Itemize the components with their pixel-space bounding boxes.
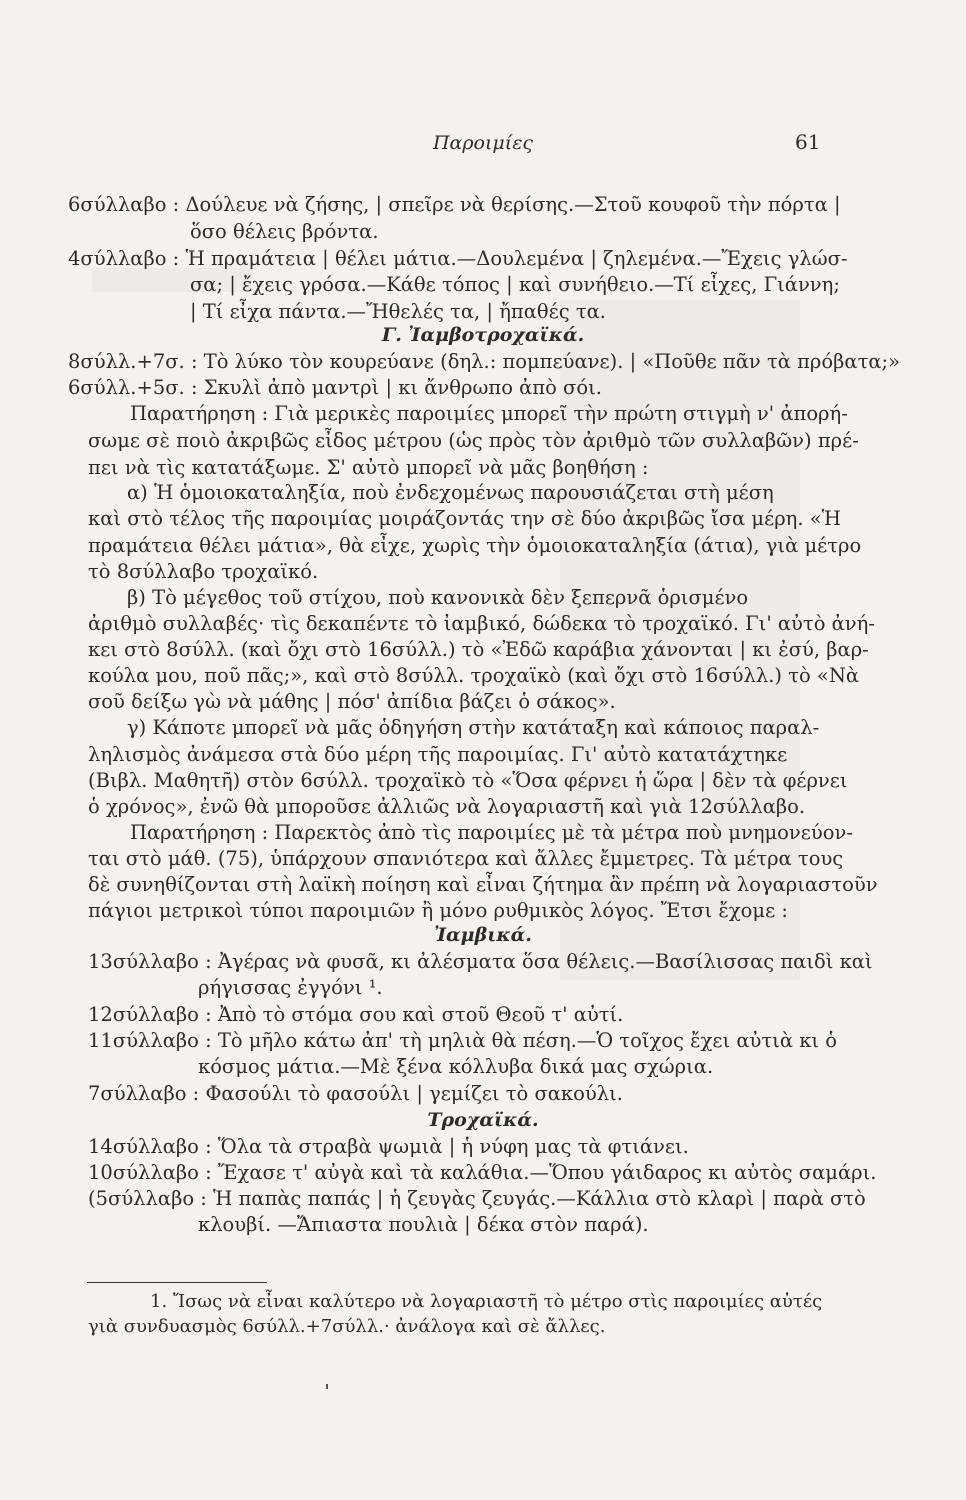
text-line: γ) Κάποτε μπορεῖ νὰ μᾶς ὁδηγήση στὴν κατάταξη καὶ κάποιος παραλ-: [127, 716, 820, 739]
text-line: ληλισμὸς ἀνάμεσα στὰ δύο μέρη τῆς παροιμίας. Γι' αὐτὸ κατατάχτηκε: [88, 743, 788, 766]
page-number: 61: [795, 130, 821, 154]
text-line: τὸ 8σύλλαβο τροχαϊκό.: [88, 560, 319, 583]
text-line: πραμάτεια θέλει μάτια», θὰ εἶχε, χωρὶς τὴν ὁμοιοκαταληξία (άτια), γιὰ μέτρο: [88, 534, 862, 557]
text-line: ὅσο θέλεις βρόντα.: [190, 220, 379, 243]
text-line: κόσμος μάτια.—Μὲ ξένα κόλλυβα δικά μας σχώρια.: [198, 1055, 714, 1078]
text-line: ὁ χρόνος», ἐνῶ θὰ μποροῦσε ἀλλιῶς νὰ λογαριαστῆ καὶ γιὰ 12σύλλαβο.: [88, 795, 806, 818]
text-line: 4σύλλαβο : Ἡ πραμάτεια | θέλει μάτια.—Δουλεμένα | ζηλεμένα.—Ἔχεις γλώσ-: [68, 247, 848, 270]
footnote-line: γιὰ συνδυασμὸς 6σύλλ.+7σύλλ.· ἀνάλογα καὶ σὲ ἄλλες.: [88, 1316, 606, 1337]
text-line: κούλα μου, ποῦ πᾶς;», καὶ στὸ 8σύλλ. τροχαϊκὸ (καὶ ὄχι στὸ 16σύλλ.) τὸ «Νὰ: [88, 664, 860, 687]
text-line: (5σύλλαβο : Ἡ παπὰς παπάς | ἡ ζευγὰς ζευγάς.—Κάλλια στὸ κλαρὶ | παρὰ στὸ: [88, 1187, 866, 1210]
text-line: δὲ συνηθίζονται στὴ λαϊκὴ ποίηση καὶ εἶναι ζήτημα ἂν πρέπη νὰ λογαριαστοῦν: [88, 873, 878, 896]
text-line: πει νὰ τὶς κατατάξωμε. Σ' αὐτὸ μπορεῖ νὰ μᾶς βοηθήση :: [88, 456, 649, 479]
text-line: 12σύλλαβο : Ἀπὸ τὸ στόμα σου καὶ στοῦ Θεοῦ τ' αὐτί.: [88, 1003, 624, 1026]
speck: [326, 1384, 328, 1389]
text-line: Παρατήρηση : Γιὰ μερικὲς παροιμίες μπορεῖ τὴν πρώτη στιγμὴ ν' ἀπορή-: [130, 402, 848, 425]
text-line: 13σύλλαβο : Ἀγέρας νὰ φυσᾶ, κι ἀλέσματα ὅσα θέλεις.—Βασίλισσας παιδὶ καὶ: [88, 950, 873, 973]
text-line: ἀριθμὸ συλλαβές· τὶς δεκαπέντε τὸ ἰαμβικό, δώδεκα τὸ τροχαϊκό. Γι' αὐτὸ ἀνή-: [88, 612, 875, 635]
text-line: | Τί εἶχα πάντα.—Ἤθελές τα, | ἤπαθές τα.: [190, 300, 606, 323]
text-line: σα; | ἔχεις γρόσα.—Κάθε τόπος | καὶ συνήθειο.—Τί εἶχες, Γιάννη;: [190, 273, 840, 296]
text-line: Παρατήρηση : Παρεκτὸς ἀπὸ τὶς παροιμίες μὲ τὰ μέτρα ποὺ μνημονεύον-: [130, 821, 853, 844]
text-line: 7σύλλαβο : Φασούλι τὸ φασούλι | γεμίζει τὸ σακούλι.: [88, 1082, 623, 1105]
footnote-line: 1. Ἴσως νὰ εἶναι καλύτερο νὰ λογαριαστῆ τὸ μέτρο στὶς παροιμίες αὐτές: [150, 1291, 823, 1312]
running-title: Παροιμίες: [432, 132, 534, 154]
text-line: καὶ στὸ τέλος τῆς παροιμίας μοιράζοντάς την σὲ δύο ἀκριβῶς ἴσα μέρη. «Ἡ: [88, 507, 842, 530]
text-line: ται στὸ μάθ. (75), ὑπάρχουν σπανιότερα καὶ ἄλλες ἔμμετρες. Τὰ μέτρα τους: [88, 847, 844, 870]
text-line: 10σύλλαβο : Ἔχασε τ' αὐγὰ καὶ τὰ καλάθια.—Ὅπου γάιδαρος κι αὐτὸς σαμάρι.: [88, 1161, 877, 1184]
text-line: 14σύλλαβο : Ὅλα τὰ στραβὰ ψωμιὰ | ἡ νύφη μας τὰ φτιάνει.: [88, 1135, 689, 1158]
section-heading: Τροχαϊκά.: [427, 1109, 539, 1131]
text-line: 6σύλλαβο : Δούλευε νὰ ζήσης, | σπεῖρε νὰ θερίσης.—Στοῦ κουφοῦ τὴν πόρτα |: [68, 193, 841, 216]
text-line: β) Τὸ μέγεθος τοῦ στίχου, ποὺ κανονικὰ δὲν ξεπερνᾶ ὁρισμένο: [127, 586, 749, 609]
text-line: κει στὸ 8σύλλ. (καὶ ὄχι στὸ 16σύλλ.) τὸ «Ἐδῶ καράβια χάνονται | κι ἐσύ, βαρ-: [88, 638, 869, 661]
text-line: α) Ἡ ὁμοιοκαταληξία, ποὺ ἐνδεχομένως παρουσιάζεται στὴ μέση: [127, 481, 774, 504]
text-line: 11σύλλαβο : Τὸ μῆλο κάτω ἀπ' τὴ μηλιὰ θὰ πέση.—Ὁ τοῖχος ἔχει αὐτιὰ κι ὁ: [88, 1029, 837, 1052]
text-line: 6σύλλ.+5σ. : Σκυλὶ ἀπὸ μαντρὶ | κι ἄνθρωπο ἀπὸ σόι.: [68, 376, 602, 399]
text-line: (Βιβλ. Μαθητῆ) στὸν 6σύλλ. τροχαϊκὸ τὸ «Ὅσα φέρνει ἡ ὥρα | δὲν τὰ φέρνει: [88, 769, 848, 792]
text-line: σωμε σὲ ποιὸ ἀκριβῶς εἶδος μέτρου (ὡς πρὸς τὸν ἀριθμὸ τῶν συλλαβῶν) πρέ-: [88, 429, 859, 452]
text-line: 8σύλλ.+7σ. : Τὸ λύκο τὸν κουρεύανε (δηλ.: πομπεύανε). | «Ποῦθε πᾶν τὰ πρόβατα;»: [68, 350, 901, 373]
section-heading: Γ. Ἰαμβοτροχαϊκά.: [381, 324, 585, 346]
text-line: πάγιοι μετρικοὶ τύποι παροιμιῶν ἢ μόνο ρυθμικὸς λόγος. Ἔτσι ἔχομε :: [88, 899, 788, 922]
footnote-rule: [87, 1282, 267, 1283]
text-line: ρήγισσας ἐγγόνι ¹.: [198, 976, 383, 999]
text-line: σοῦ δείξω γὼ νὰ μάθης | πόσ' ἀπίδια βάζει ὁ σάκος».: [88, 690, 616, 713]
text-line: κλουβί. —Ἄπιαστα πουλιὰ | δέκα στὸν παρά).: [198, 1213, 649, 1236]
section-heading: Ἰαμβικά.: [434, 924, 532, 946]
